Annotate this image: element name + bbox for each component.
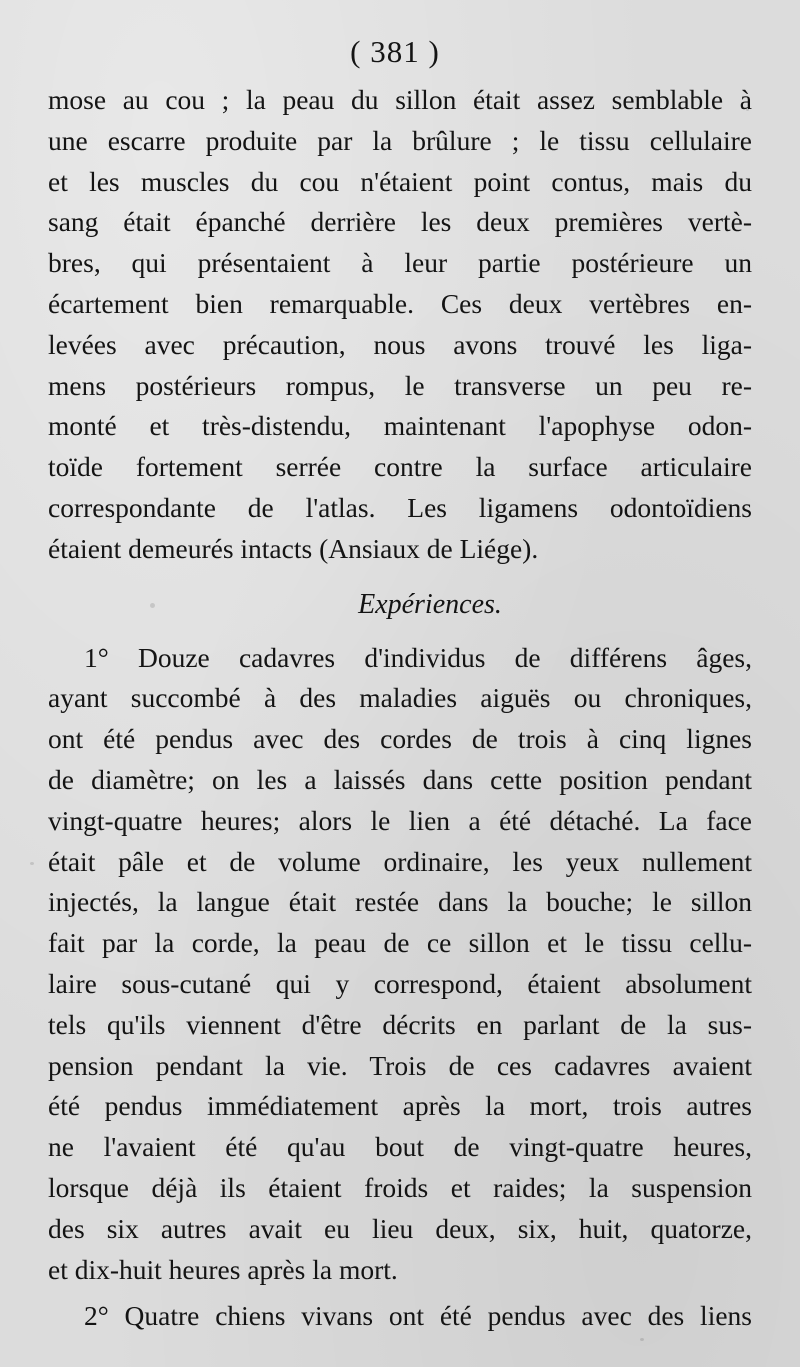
- text-line: de diamètre; on les a laissés dans cette position pendant: [48, 763, 752, 795]
- text-line: été pendus immédiatement après la mort, trois autres: [48, 1090, 752, 1122]
- paragraph-autopsy: [48, 80, 752, 570]
- text-line: injectés, la langue était restée dans la bouche; le sillon: [48, 886, 752, 918]
- text-line: et les muscles du cou n'étaient point contus, mais du: [48, 165, 752, 197]
- text-line: pension pendant la vie. Trois de ces cadavres avaient: [48, 1049, 752, 1081]
- text-line: 1° Douze cadavres d'individus de différens âges,: [84, 641, 752, 673]
- text-line: bres, qui présentaient à leur partie postérieure un: [48, 247, 752, 279]
- paper-speck: [746, 108, 749, 111]
- text-line: monté et très-distendu, maintenant l'apophyse odon-: [48, 410, 752, 442]
- text-line: toïde fortement serrée contre la surface articulaire: [48, 451, 752, 483]
- paper-speck: [640, 1338, 644, 1341]
- text-line: étaient demeurés intacts (Ansiaux de Liége).: [48, 532, 539, 564]
- text-line: et dix-huit heures après la mort.: [48, 1253, 398, 1285]
- body-text: [48, 80, 752, 1337]
- text-line: mens postérieurs rompus, le transverse un peu re-: [48, 369, 752, 401]
- text-line: était pâle et de volume ordinaire, les yeux nullement: [48, 845, 752, 877]
- text-line: tels qu'ils viennent d'être décrits en parlant de la sus-: [48, 1008, 752, 1040]
- text-line: correspondante de l'atlas. Les ligamens odontoïdiens: [48, 491, 752, 523]
- text-line: vingt-quatre heures; alors le lien a été détaché. La face: [48, 804, 752, 836]
- text-line: fait par la corde, la peau de ce sillon et le tissu cellu-: [48, 927, 752, 959]
- text-line: une escarre produite par la brûlure ; le tissu cellulaire: [48, 124, 752, 156]
- text-line: 2° Quatre chiens vivans ont été pendus avec des liens: [84, 1300, 752, 1332]
- paper-speck: [30, 862, 34, 865]
- text-line: sang était épanché derrière les deux premières vertè-: [48, 206, 752, 238]
- paragraph-experiment-2: [48, 1296, 752, 1337]
- text-line: ayant succombé à des maladies aiguës ou chroniques,: [48, 682, 752, 714]
- paper-speck: [150, 603, 155, 608]
- text-line: levées avec précaution, nous avons trouvé les liga-: [48, 328, 752, 360]
- page-number: ( 381 ): [350, 34, 440, 69]
- text-line: ont été pendus avec des cordes de trois à cinq lignes: [48, 723, 752, 755]
- text-line: écartement bien remarquable. Ces deux vertèbres en-: [48, 287, 752, 319]
- text-line: lorsque déjà ils étaient froids et raides; la suspension: [48, 1171, 752, 1203]
- section-title: Expériences.: [358, 588, 502, 620]
- text-line: laire sous-cutané qui y correspond, étaient absolument: [48, 967, 752, 999]
- text-line: des six autres avait eu lieu deux, six, huit, quatorze,: [48, 1212, 752, 1244]
- text-line: ne l'avaient été qu'au bout de vingt-quatre heures,: [48, 1131, 752, 1163]
- paragraph-experiment-1: [48, 638, 752, 1291]
- text-line: mose au cou ; la peau du sillon était assez semblable à: [48, 84, 752, 115]
